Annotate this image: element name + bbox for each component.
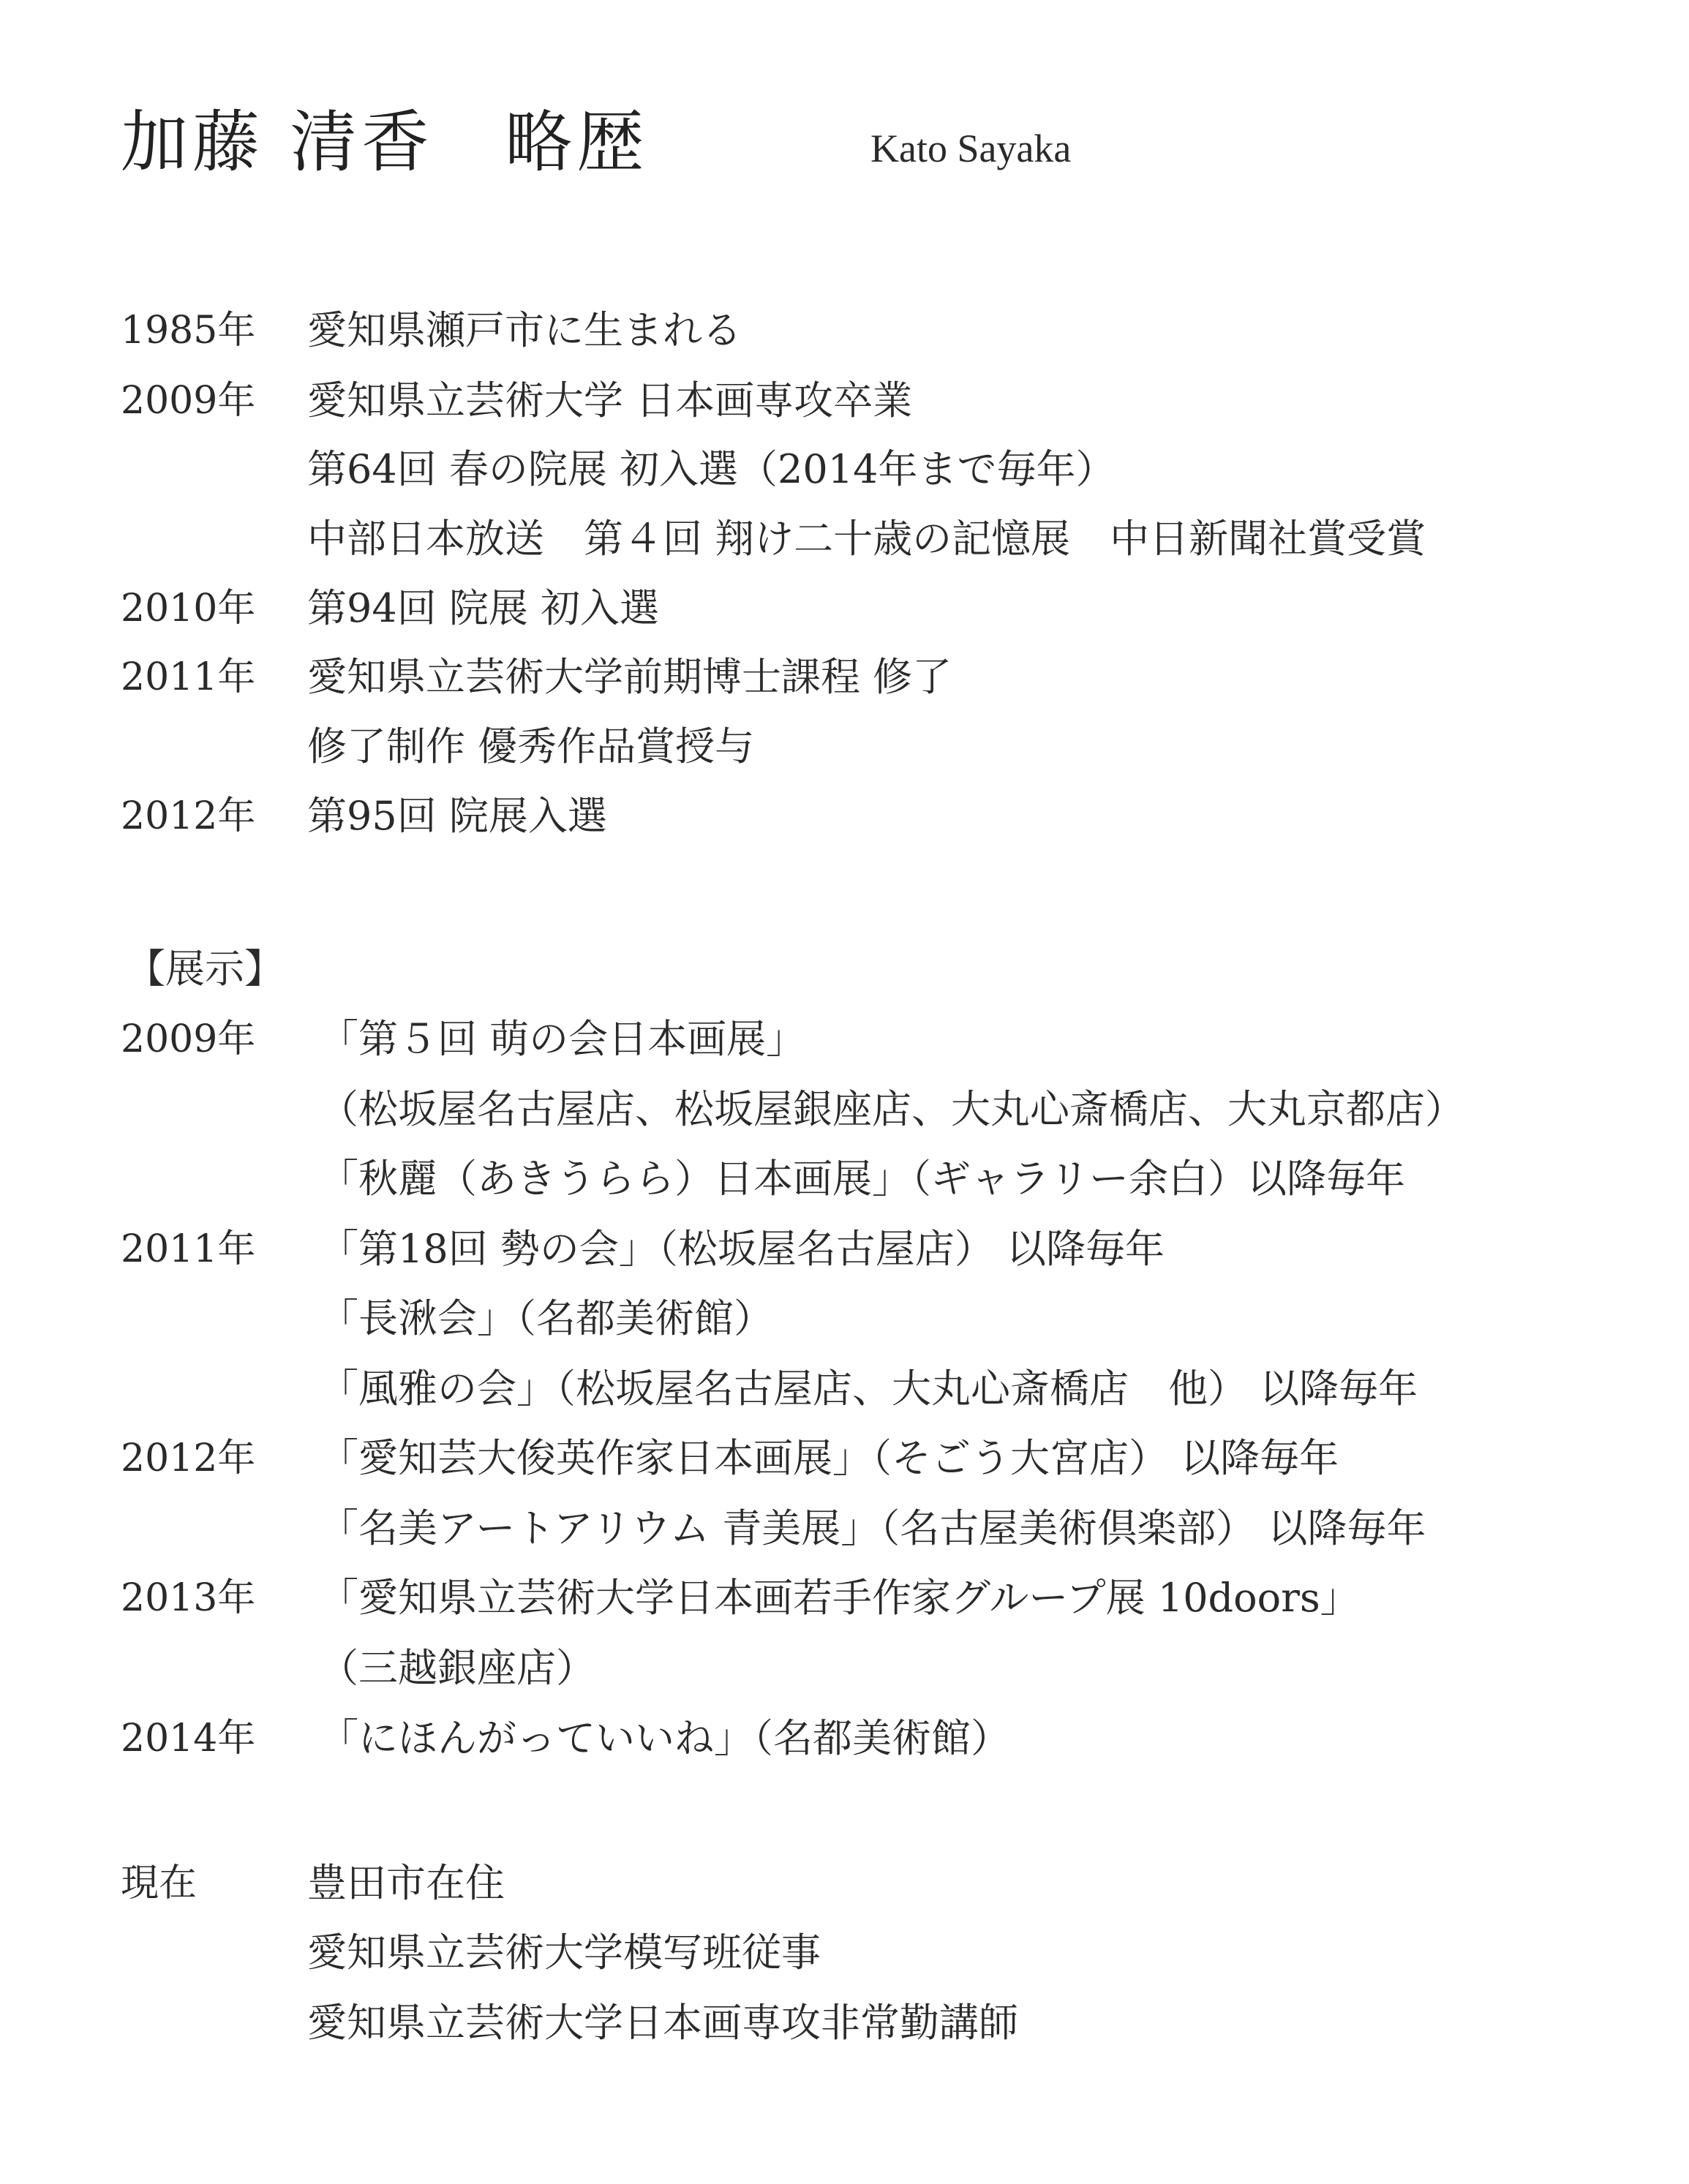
exhibition-year: 2014年 — [121, 1717, 256, 1761]
career-year: 2009年 — [121, 379, 256, 423]
exhibition-entry: 「第18回 勢の会」（松坂屋名古屋店） 以降毎年 — [319, 1226, 1165, 1272]
career-entry: 中部日本放送 第４回 翔け二十歳の記憶展 中日新聞社賞受賞 — [307, 516, 1426, 562]
exhibition-entry: 「愛知芸大俊英作家日本画展」（そごう大宮店） 以降毎年 — [319, 1435, 1339, 1481]
career-entry: 第64回 春の院展 初入選（2014年まで毎年） — [307, 446, 1116, 492]
exhibition-entry: 「愛知県立芸術大学日本画若手作家グループ展 10doors」 — [319, 1575, 1360, 1621]
career-entry: 愛知県立芸術大学 日本画専攻卒業 — [307, 377, 913, 423]
exhibition-entry: 「にほんがっていいね」（名都美術館） — [319, 1715, 1010, 1761]
exhibition-entry: 「秋麗（あきうらら）日本画展」（ギャラリー余白）以降毎年 — [319, 1156, 1405, 1202]
exhibition-entry: （三越銀座店） — [319, 1645, 595, 1691]
career-year: 2011年 — [121, 655, 256, 699]
exhibition-entry: 「風雅の会」（松坂屋名古屋店、大丸心斎橋店 他） 以降毎年 — [319, 1366, 1418, 1412]
exhibition-entry: （松坂屋名古屋店、松坂屋銀座店、大丸心斎橋店、大丸京都店） — [319, 1086, 1464, 1132]
exhibition-entry: 「名美アートアリウム 青美展」（名古屋美術倶楽部） 以降毎年 — [319, 1505, 1426, 1551]
page-title: 加藤 清香 略歴 — [121, 103, 649, 181]
exhibition-entry: 「長湫会」（名都美術館） — [319, 1295, 773, 1341]
exhibition-year: 2012年 — [121, 1436, 256, 1480]
career-entry: 愛知県立芸術大学前期博士課程 修了 — [307, 654, 952, 700]
career-year: 2012年 — [121, 794, 256, 838]
career-entry: 第95回 院展入選 — [307, 793, 607, 839]
exhibition-entry: 「第５回 萌の会日本画展」 — [319, 1016, 806, 1062]
exhibition-year: 2009年 — [121, 1017, 256, 1061]
current-label: 現在 — [121, 1861, 198, 1905]
current-entry: 愛知県立芸術大学模写班従事 — [307, 1929, 821, 1976]
current-entry: 豊田市在住 — [307, 1860, 505, 1906]
exhibitions-heading: 【展示】 — [126, 946, 284, 992]
exhibition-year: 2013年 — [121, 1576, 256, 1620]
career-entry: 第94回 院展 初入選 — [307, 585, 660, 631]
career-year: 2010年 — [121, 587, 256, 630]
career-entry: 修了制作 優秀作品賞授与 — [307, 723, 755, 769]
career-year: 1985年 — [121, 309, 256, 353]
romanized-name: Kato Sayaka — [870, 127, 1072, 170]
career-entry: 愛知県瀬戸市に生まれる — [307, 307, 742, 353]
exhibition-year: 2011年 — [121, 1227, 256, 1271]
current-entry: 愛知県立芸術大学日本画専攻非常勤講師 — [307, 2000, 1018, 2046]
